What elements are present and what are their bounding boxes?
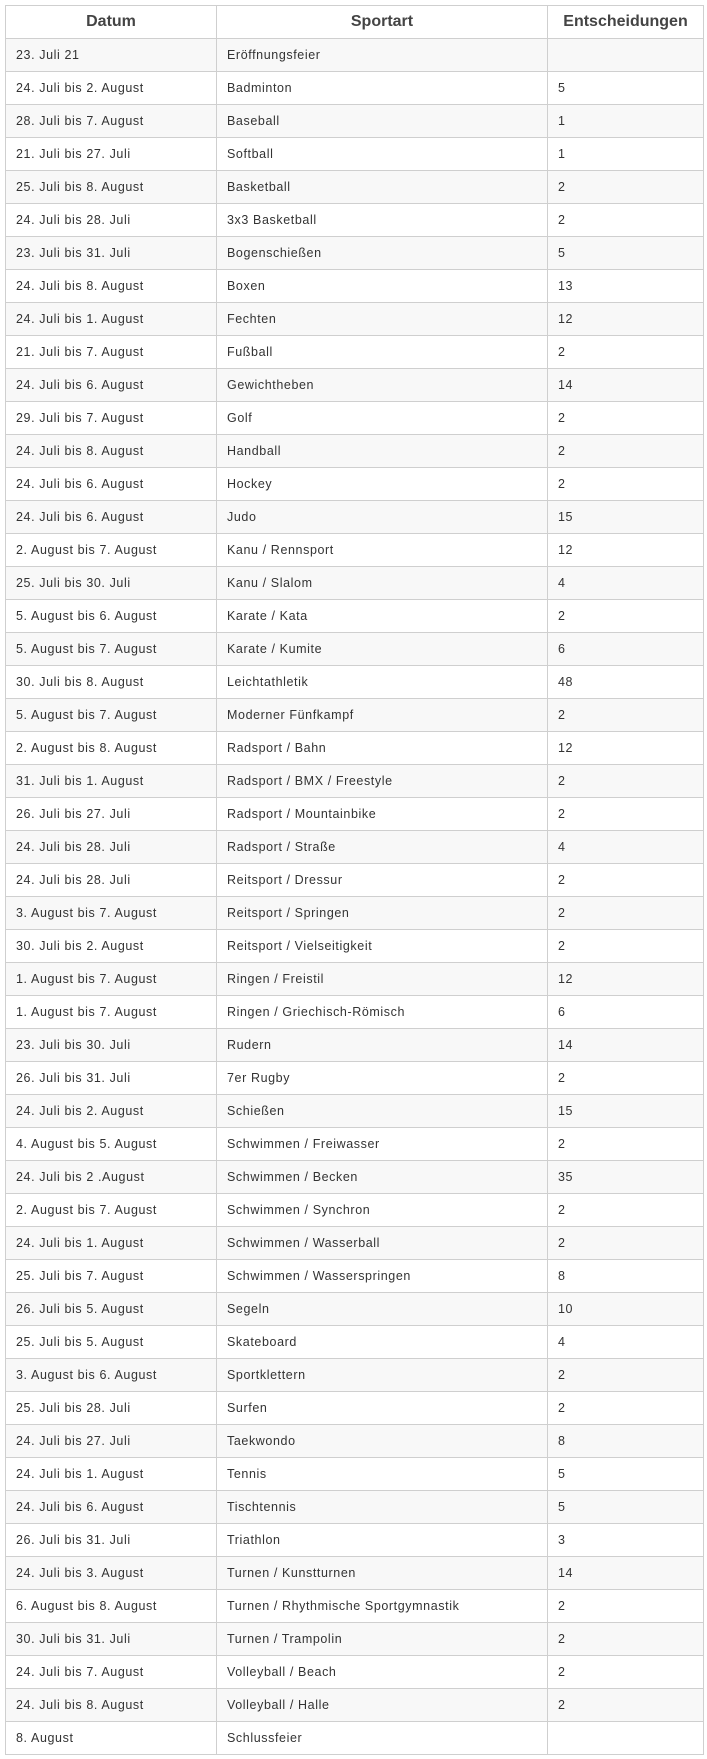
- cell-sportart: Baseball: [217, 105, 548, 138]
- table-row: [6, 1557, 704, 1590]
- cell-sportart: Schwimmen / Synchron: [217, 1194, 548, 1227]
- table-row: [6, 1161, 704, 1194]
- cell-sportart: Kanu / Slalom: [217, 567, 548, 600]
- table-row: [6, 1062, 704, 1095]
- cell-sportart: Taekwondo: [217, 1425, 548, 1458]
- cell-entscheidungen: 1: [548, 105, 704, 138]
- cell-entscheidungen: 35: [548, 1161, 704, 1194]
- cell-entscheidungen: 2: [548, 699, 704, 732]
- cell-datum: 28. Juli bis 7. August: [6, 105, 217, 138]
- cell-datum: 3. August bis 6. August: [6, 1359, 217, 1392]
- schedule-table-container: [5, 5, 703, 1755]
- cell-datum: 25. Juli bis 28. Juli: [6, 1392, 217, 1425]
- cell-sportart: 3x3 Basketball: [217, 204, 548, 237]
- cell-sportart: Golf: [217, 402, 548, 435]
- table-row: [6, 270, 704, 303]
- table-row: [6, 567, 704, 600]
- cell-entscheidungen: 2: [548, 1392, 704, 1425]
- cell-sportart: Schwimmen / Becken: [217, 1161, 548, 1194]
- cell-datum: 29. Juli bis 7. August: [6, 402, 217, 435]
- cell-datum: 23. Juli bis 30. Juli: [6, 1029, 217, 1062]
- table-row: [6, 930, 704, 963]
- cell-datum: 24. Juli bis 28. Juli: [6, 204, 217, 237]
- table-row: [6, 435, 704, 468]
- table-row: [6, 897, 704, 930]
- cell-sportart: Schwimmen / Freiwasser: [217, 1128, 548, 1161]
- cell-entscheidungen: 6: [548, 996, 704, 1029]
- table-row: [6, 468, 704, 501]
- cell-datum: 1. August bis 7. August: [6, 996, 217, 1029]
- cell-sportart: Sportklettern: [217, 1359, 548, 1392]
- cell-entscheidungen: 2: [548, 1689, 704, 1722]
- cell-datum: 8. August: [6, 1722, 217, 1755]
- cell-sportart: Skateboard: [217, 1326, 548, 1359]
- cell-entscheidungen: 2: [548, 1623, 704, 1656]
- cell-sportart: Badminton: [217, 72, 548, 105]
- cell-sportart: Ringen / Freistil: [217, 963, 548, 996]
- cell-entscheidungen: 2: [548, 1359, 704, 1392]
- cell-datum: 24. Juli bis 28. Juli: [6, 864, 217, 897]
- cell-sportart: Segeln: [217, 1293, 548, 1326]
- cell-entscheidungen: 2: [548, 204, 704, 237]
- cell-sportart: Turnen / Kunstturnen: [217, 1557, 548, 1590]
- cell-datum: 5. August bis 6. August: [6, 600, 217, 633]
- cell-entscheidungen: 12: [548, 732, 704, 765]
- cell-entscheidungen: 15: [548, 1095, 704, 1128]
- cell-sportart: Surfen: [217, 1392, 548, 1425]
- cell-datum: 21. Juli bis 27. Juli: [6, 138, 217, 171]
- cell-sportart: Radsport / Straße: [217, 831, 548, 864]
- table-row: [6, 1227, 704, 1260]
- table-row: [6, 1194, 704, 1227]
- cell-entscheidungen: 5: [548, 237, 704, 270]
- table-row: [6, 1260, 704, 1293]
- cell-datum: 24. Juli bis 1. August: [6, 1227, 217, 1260]
- table-row: [6, 171, 704, 204]
- table-row: [6, 765, 704, 798]
- cell-datum: 31. Juli bis 1. August: [6, 765, 217, 798]
- cell-sportart: Tischtennis: [217, 1491, 548, 1524]
- cell-sportart: 7er Rugby: [217, 1062, 548, 1095]
- cell-sportart: Fußball: [217, 336, 548, 369]
- cell-sportart: Turnen / Rhythmische Sportgymnastik: [217, 1590, 548, 1623]
- cell-sportart: Tennis: [217, 1458, 548, 1491]
- table-row: [6, 864, 704, 897]
- cell-entscheidungen: 5: [548, 72, 704, 105]
- cell-entscheidungen: 2: [548, 1227, 704, 1260]
- cell-sportart: Judo: [217, 501, 548, 534]
- cell-datum: 24. Juli bis 6. August: [6, 468, 217, 501]
- table-row: [6, 1590, 704, 1623]
- table-row: [6, 336, 704, 369]
- cell-entscheidungen: 4: [548, 831, 704, 864]
- table-row: [6, 963, 704, 996]
- cell-datum: 23. Juli bis 31. Juli: [6, 237, 217, 270]
- table-row: [6, 1359, 704, 1392]
- table-row: [6, 303, 704, 336]
- cell-datum: 24. Juli bis 6. August: [6, 501, 217, 534]
- cell-datum: 4. August bis 5. August: [6, 1128, 217, 1161]
- cell-datum: 3. August bis 7. August: [6, 897, 217, 930]
- cell-entscheidungen: 14: [548, 369, 704, 402]
- cell-entscheidungen: 2: [548, 468, 704, 501]
- cell-sportart: Leichtathletik: [217, 666, 548, 699]
- cell-entscheidungen: 2: [548, 1194, 704, 1227]
- column-header-sportart: Sportart: [217, 6, 548, 39]
- cell-datum: 25. Juli bis 8. August: [6, 171, 217, 204]
- table-row: [6, 633, 704, 666]
- cell-datum: 2. August bis 8. August: [6, 732, 217, 765]
- cell-datum: 24. Juli bis 8. August: [6, 1689, 217, 1722]
- cell-datum: 1. August bis 7. August: [6, 963, 217, 996]
- table-row: [6, 1491, 704, 1524]
- cell-entscheidungen: 8: [548, 1425, 704, 1458]
- cell-entscheidungen: 12: [548, 534, 704, 567]
- cell-sportart: Boxen: [217, 270, 548, 303]
- cell-datum: 24. Juli bis 8. August: [6, 435, 217, 468]
- cell-sportart: Gewichtheben: [217, 369, 548, 402]
- cell-sportart: Reitsport / Vielseitigkeit: [217, 930, 548, 963]
- table-row: [6, 1293, 704, 1326]
- cell-sportart: Reitsport / Springen: [217, 897, 548, 930]
- cell-datum: 30. Juli bis 2. August: [6, 930, 217, 963]
- table-row: [6, 1689, 704, 1722]
- cell-sportart: Schwimmen / Wasserball: [217, 1227, 548, 1260]
- cell-entscheidungen: 2: [548, 1128, 704, 1161]
- cell-sportart: Handball: [217, 435, 548, 468]
- cell-sportart: Basketball: [217, 171, 548, 204]
- table-row: [6, 39, 704, 72]
- table-row: [6, 237, 704, 270]
- cell-datum: 2. August bis 7. August: [6, 534, 217, 567]
- cell-entscheidungen: 2: [548, 798, 704, 831]
- cell-sportart: Moderner Fünfkampf: [217, 699, 548, 732]
- table-row: [6, 369, 704, 402]
- cell-entscheidungen: 12: [548, 303, 704, 336]
- cell-entscheidungen: 5: [548, 1458, 704, 1491]
- cell-entscheidungen: 3: [548, 1524, 704, 1557]
- column-header-datum: Datum: [6, 6, 217, 39]
- cell-sportart: Volleyball / Beach: [217, 1656, 548, 1689]
- cell-datum: 26. Juli bis 27. Juli: [6, 798, 217, 831]
- table-row: [6, 1029, 704, 1062]
- table-row: [6, 600, 704, 633]
- cell-entscheidungen: 4: [548, 1326, 704, 1359]
- cell-sportart: Karate / Kumite: [217, 633, 548, 666]
- cell-sportart: Radsport / Mountainbike: [217, 798, 548, 831]
- cell-sportart: Eröffnungsfeier: [217, 39, 548, 72]
- cell-entscheidungen: 2: [548, 1062, 704, 1095]
- cell-entscheidungen: 2: [548, 864, 704, 897]
- cell-entscheidungen: [548, 39, 704, 72]
- cell-entscheidungen: 2: [548, 336, 704, 369]
- cell-entscheidungen: 2: [548, 765, 704, 798]
- cell-entscheidungen: 2: [548, 435, 704, 468]
- table-row: [6, 204, 704, 237]
- table-row: [6, 72, 704, 105]
- table-row: [6, 666, 704, 699]
- cell-entscheidungen: 2: [548, 930, 704, 963]
- cell-entscheidungen: 2: [548, 1656, 704, 1689]
- table-row: [6, 831, 704, 864]
- table-row: [6, 699, 704, 732]
- cell-entscheidungen: [548, 1722, 704, 1755]
- cell-datum: 30. Juli bis 31. Juli: [6, 1623, 217, 1656]
- table-row: [6, 105, 704, 138]
- cell-datum: 24. Juli bis 27. Juli: [6, 1425, 217, 1458]
- cell-datum: 24. Juli bis 6. August: [6, 1491, 217, 1524]
- table-row: [6, 1326, 704, 1359]
- cell-sportart: Kanu / Rennsport: [217, 534, 548, 567]
- cell-datum: 25. Juli bis 7. August: [6, 1260, 217, 1293]
- cell-datum: 24. Juli bis 2. August: [6, 1095, 217, 1128]
- cell-datum: 2. August bis 7. August: [6, 1194, 217, 1227]
- table-header: [6, 6, 704, 39]
- cell-entscheidungen: 14: [548, 1029, 704, 1062]
- cell-sportart: Triathlon: [217, 1524, 548, 1557]
- table-row: [6, 1524, 704, 1557]
- cell-sportart: Radsport / Bahn: [217, 732, 548, 765]
- cell-entscheidungen: 8: [548, 1260, 704, 1293]
- table-body: [6, 39, 704, 1755]
- cell-entscheidungen: 2: [548, 171, 704, 204]
- cell-datum: 24. Juli bis 1. August: [6, 303, 217, 336]
- cell-datum: 23. Juli 21: [6, 39, 217, 72]
- cell-entscheidungen: 13: [548, 270, 704, 303]
- cell-datum: 24. Juli bis 2. August: [6, 72, 217, 105]
- cell-sportart: Reitsport / Dressur: [217, 864, 548, 897]
- table-row: [6, 1095, 704, 1128]
- cell-entscheidungen: 6: [548, 633, 704, 666]
- cell-sportart: Schlussfeier: [217, 1722, 548, 1755]
- cell-entscheidungen: 4: [548, 567, 704, 600]
- cell-sportart: Softball: [217, 138, 548, 171]
- cell-sportart: Ringen / Griechisch-Römisch: [217, 996, 548, 1029]
- table-row: [6, 732, 704, 765]
- cell-sportart: Turnen / Trampolin: [217, 1623, 548, 1656]
- cell-datum: 25. Juli bis 5. August: [6, 1326, 217, 1359]
- cell-datum: 24. Juli bis 1. August: [6, 1458, 217, 1491]
- cell-datum: 24. Juli bis 3. August: [6, 1557, 217, 1590]
- cell-entscheidungen: 2: [548, 600, 704, 633]
- cell-datum: 21. Juli bis 7. August: [6, 336, 217, 369]
- table-row: [6, 1128, 704, 1161]
- cell-datum: 26. Juli bis 31. Juli: [6, 1062, 217, 1095]
- table-row: [6, 1392, 704, 1425]
- cell-sportart: Volleyball / Halle: [217, 1689, 548, 1722]
- cell-datum: 24. Juli bis 2 .August: [6, 1161, 217, 1194]
- cell-sportart: Hockey: [217, 468, 548, 501]
- table-row: [6, 1425, 704, 1458]
- cell-datum: 24. Juli bis 8. August: [6, 270, 217, 303]
- table-row: [6, 501, 704, 534]
- cell-datum: 24. Juli bis 6. August: [6, 369, 217, 402]
- cell-datum: 26. Juli bis 31. Juli: [6, 1524, 217, 1557]
- cell-entscheidungen: 2: [548, 402, 704, 435]
- cell-entscheidungen: 2: [548, 897, 704, 930]
- cell-sportart: Bogenschießen: [217, 237, 548, 270]
- cell-entscheidungen: 10: [548, 1293, 704, 1326]
- cell-entscheidungen: 5: [548, 1491, 704, 1524]
- table-row: [6, 138, 704, 171]
- cell-entscheidungen: 14: [548, 1557, 704, 1590]
- table-row: [6, 402, 704, 435]
- cell-datum: 26. Juli bis 5. August: [6, 1293, 217, 1326]
- cell-datum: 6. August bis 8. August: [6, 1590, 217, 1623]
- column-header-entscheidungen: Entscheidungen: [548, 6, 704, 39]
- table-row: [6, 534, 704, 567]
- table-row: [6, 798, 704, 831]
- cell-entscheidungen: 12: [548, 963, 704, 996]
- schedule-table: [5, 5, 704, 1755]
- cell-entscheidungen: 15: [548, 501, 704, 534]
- table-row: [6, 1623, 704, 1656]
- table-row: [6, 1722, 704, 1755]
- cell-sportart: Rudern: [217, 1029, 548, 1062]
- header-row: [6, 6, 704, 39]
- cell-entscheidungen: 48: [548, 666, 704, 699]
- table-row: [6, 1458, 704, 1491]
- cell-datum: 30. Juli bis 8. August: [6, 666, 217, 699]
- cell-datum: 24. Juli bis 7. August: [6, 1656, 217, 1689]
- cell-entscheidungen: 1: [548, 138, 704, 171]
- cell-datum: 5. August bis 7. August: [6, 699, 217, 732]
- cell-datum: 25. Juli bis 30. Juli: [6, 567, 217, 600]
- cell-datum: 5. August bis 7. August: [6, 633, 217, 666]
- cell-entscheidungen: 2: [548, 1590, 704, 1623]
- cell-sportart: Schwimmen / Wasserspringen: [217, 1260, 548, 1293]
- cell-sportart: Radsport / BMX / Freestyle: [217, 765, 548, 798]
- cell-sportart: Fechten: [217, 303, 548, 336]
- cell-sportart: Schießen: [217, 1095, 548, 1128]
- cell-datum: 24. Juli bis 28. Juli: [6, 831, 217, 864]
- table-row: [6, 1656, 704, 1689]
- table-row: [6, 996, 704, 1029]
- cell-sportart: Karate / Kata: [217, 600, 548, 633]
